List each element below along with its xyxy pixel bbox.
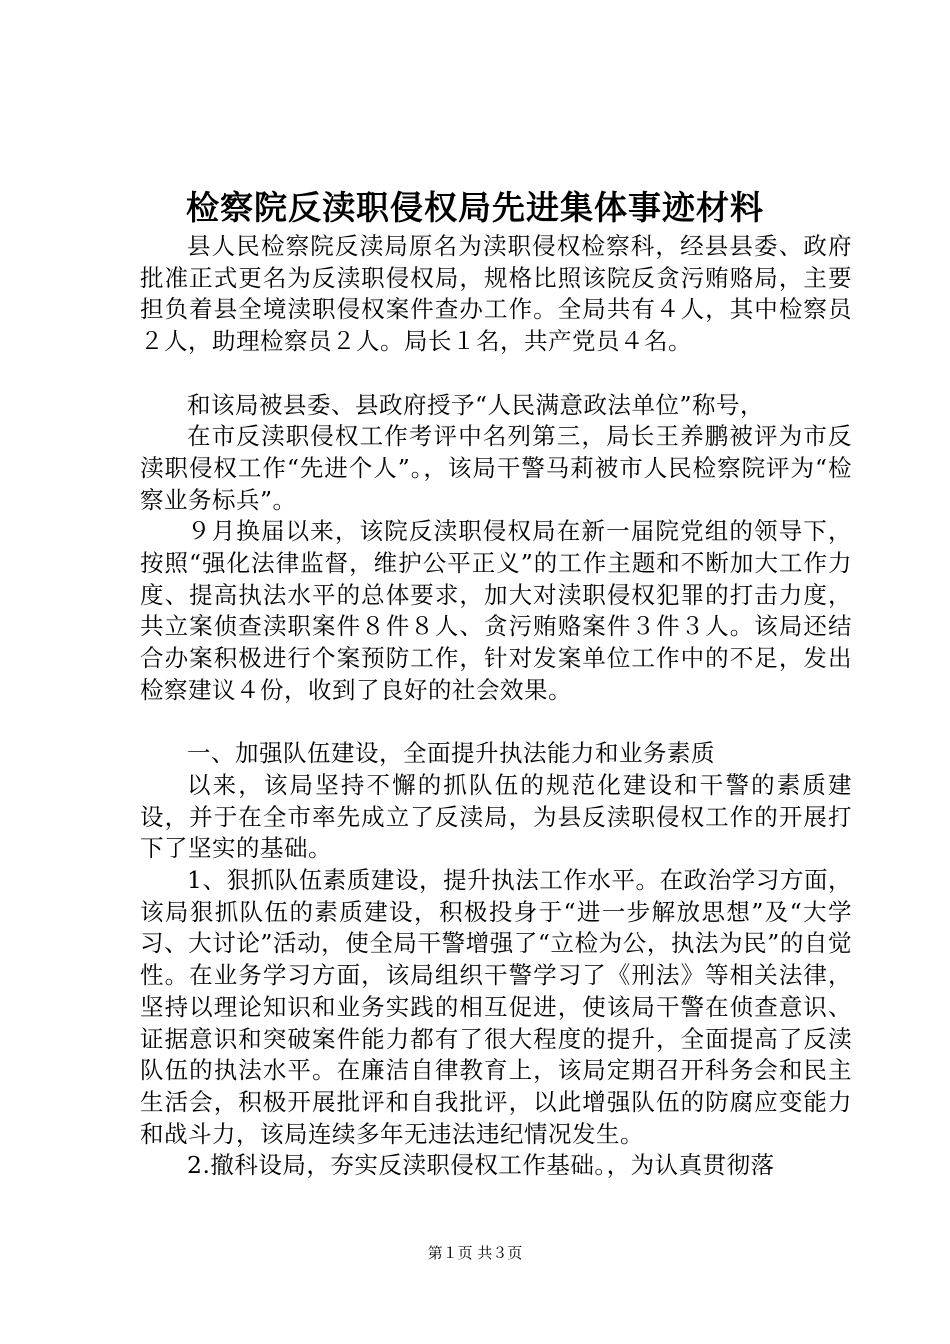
document-body bbox=[140, 231, 852, 1182]
paragraph-achievements: ９月换届以来，该院反渎职侵权局在新一届院党组的领导下，按照“强化法律监督，维护公平正义”的工作主题和不断加大工作力度、提高执法水平的总体要求，加大对渎职侵权犯罪的打击力度，共立案侦查渎职案件８件８人、贪污贿赂案件３件３人。该局还结合办案积极进行个案预防工作，针对发案单位工作中的不足，发出检察建议４份，收到了良好的社会效果。 bbox=[140, 517, 852, 704]
paragraph-honor: 和该局被县委、县政府授予“人民满意政法单位”称号， bbox=[187, 390, 765, 419]
paragraph-intro: 县人民检察院反渎局原名为渎职侵权检察科，经县县委、政府批准正式更名为反渎职侵权局，规格比照该院反贪污贿赂局，主要担负着县全境渎职侵权案件查办工作。全局共有４人，其中检察员２人，助理检察员２人。局长１名，共产党员４名。 bbox=[140, 232, 852, 356]
paragraph-restructure: 2.撤科设局，夯实反渎职侵权工作基础。，为认真贯彻落 bbox=[187, 1151, 775, 1180]
paragraph-ranking: 在市反渎职侵权工作考评中名列第三，局长王养鹏被评为市反渎职侵权工作“先进个人”。，该局干警马莉被市人民检察院评为“检察业务标兵”。 bbox=[140, 422, 852, 514]
document-title: 检察院反渎职侵权局先进集体事迹材料 bbox=[186, 188, 764, 227]
page-number: 第１页 共３页 bbox=[427, 1244, 523, 1262]
paragraph-team-building: 以来，该局坚持不懈的抓队伍的规范化建设和干警的素质建设，并于在全市率先成立了反渎局，为县反渎职侵权工作的开展打下了坚实的基础。 bbox=[140, 770, 852, 863]
paragraph-quality-building: 1、狠抓队伍素质建设，提升执法工作水平。在政治学习方面，该局狠抓队伍的素质建设，积极投身于“进一步解放思想”及“大学习、大讨论”活动，使全局干警增强了“立检为公，执法为民”的自觉性。在业务学习方面，该局组织干警学习了《刑法》等相关法律，坚持以理论知识和业务实践的相互促进，使该局干警在侦查意识、证据意识和突破案件能力都有了很大程度的提升，全面提高了反渎队伍的执法水平。在廉洁自律教育上，该局定期召开科务会和民主生活会，积极开展批评和自我批评，以此增强队伍的防腐应变能力和战斗力，该局连续多年无违法违纪情况发生。 bbox=[140, 866, 852, 1148]
section-heading-1: 一、加强队伍建设，全面提升执法能力和业务素质 bbox=[187, 739, 715, 768]
